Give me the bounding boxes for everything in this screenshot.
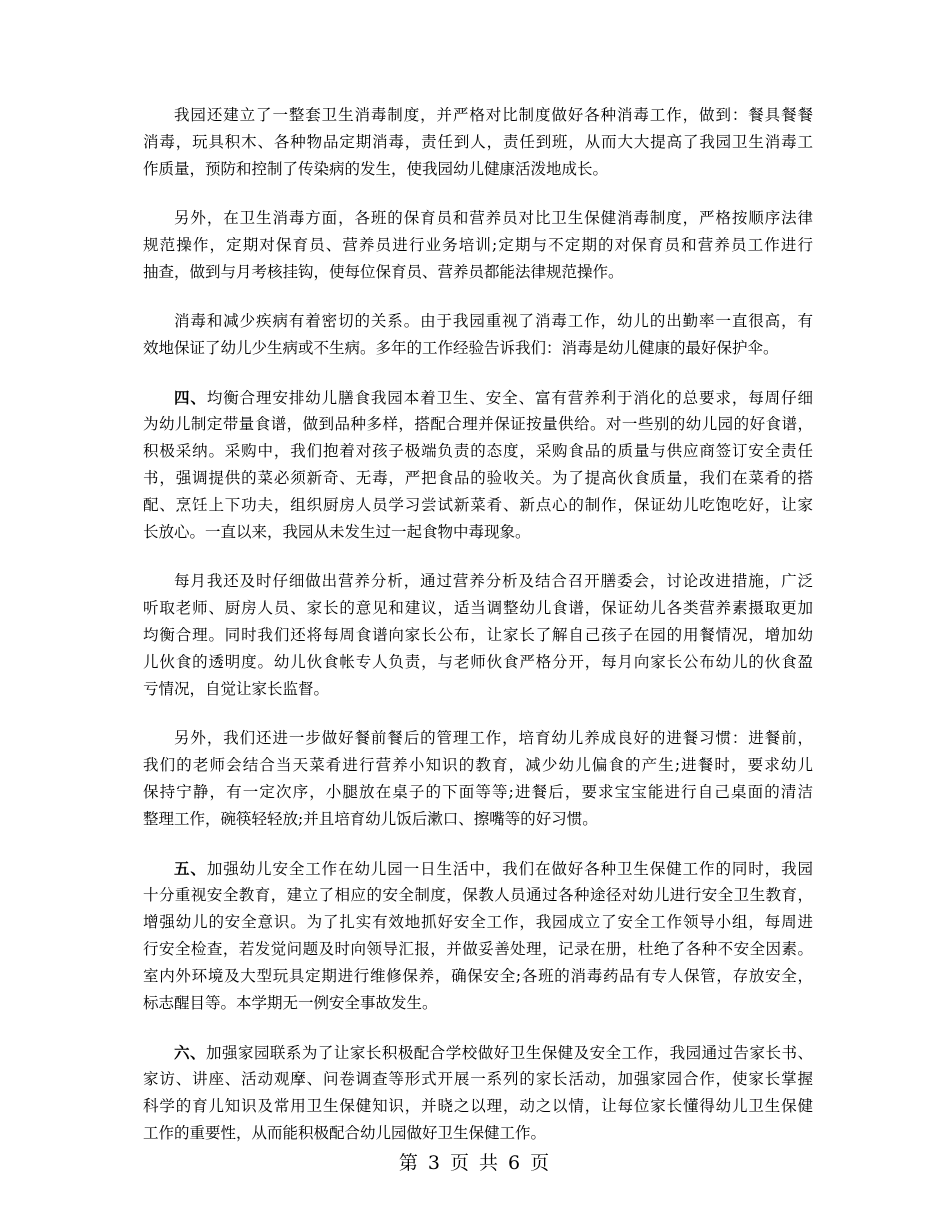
section-number: 四、 xyxy=(174,388,207,407)
text-line: 为幼儿制定带量食谱，做到品种多样，搭配合理并保证按量供给。对一些别的幼儿园的好食谱， xyxy=(143,415,813,433)
text-line: 家访、讲座、活动观摩、问卷调查等形式开展一系列的家长活动，加强家园合作，使家长掌握 xyxy=(143,1070,813,1088)
paragraph xyxy=(143,725,813,833)
text-line: 我园还建立了一整套卫生消毒制度，并严格对比制度做好各种消毒工作，做到：餐具餐餐 xyxy=(174,106,813,124)
text-line: 十分重视安全教育，建立了相应的安全制度，保教人员通过各种途径对幼儿进行安全卫生教育， xyxy=(143,886,813,904)
text-fragment: 加强家园联系为了让家长积极配合学校做好卫生保健及安全工作，我园通过告家长书、 xyxy=(205,1044,813,1062)
text-line: 抽查，做到与月考核挂钩，使每位保育员、营养员都能法律规范操作。 xyxy=(143,263,624,281)
text-line: 每月我还及时仔细做出营养分析，通过营养分析及结合召开膳委会，讨论改进措施，广泛 xyxy=(174,572,813,590)
text-line: 积极采纳。采购中，我们抱着对孩子极端负责的态度，采购食品的质量与供应商签订安全责任 xyxy=(143,442,813,460)
section-paragraph xyxy=(143,384,813,546)
text-line: 书，强调提供的菜必须新奇、无毒，严把食品的验收关。为了提高伙食质量，我们在菜肴的搭 xyxy=(143,469,813,487)
text-line: 另外，在卫生消毒方面，各班的保育员和营养员对比卫生保健消毒制度，严格按顺序法律 xyxy=(174,209,813,227)
text-line: 工作的重要性，从而能积极配合幼儿园做好卫生保健工作。 xyxy=(143,1124,547,1142)
text-line xyxy=(143,384,813,411)
text-line: 室内外环境及大型玩具定期进行维修保养，确保安全;各班的消毒药品有专人保管，存放安全， xyxy=(143,967,813,985)
section-paragraph xyxy=(143,855,813,1017)
paragraph xyxy=(143,205,813,286)
text-line: 标志醒目等。本学期无一例安全事故发生。 xyxy=(143,994,438,1012)
text-line: 增强幼儿的安全意识。为了扎实有效地抓好安全工作，我园成立了安全工作领导小组，每周进 xyxy=(143,913,813,931)
text-line: 科学的育儿知识及常用卫生保健知识，并晓之以理，动之以情，让每位家长懂得幼儿卫生保健 xyxy=(143,1097,813,1115)
text-line: 均衡合理。同时我们还将每周食谱向家长公布，让家长了解自己孩子在园的用餐情况，增加幼 xyxy=(143,626,813,644)
text-line: 儿伙食的透明度。幼儿伙食帐专人负责，与老师伙食严格分开，每月向家长公布幼儿的伙食盈 xyxy=(143,653,813,671)
text-line: 亏情况，自觉让家长监督。 xyxy=(143,680,330,698)
paragraph xyxy=(143,308,813,362)
section-number: 六、 xyxy=(174,1043,206,1062)
text-line: 消毒，玩具积木、各种物品定期消毒，责任到人，责任到班，从而大大提高了我园卫生消毒工 xyxy=(143,133,813,151)
paragraph xyxy=(143,568,813,703)
text-line: 消毒和减少疾病有着密切的关系。由于我园重视了消毒工作，幼儿的出勤率一直很高，有 xyxy=(174,312,813,330)
text-line xyxy=(143,855,813,882)
text-line: 作质量，预防和控制了传染病的发生，使我园幼儿健康活泼地成长。 xyxy=(143,160,609,178)
text-line: 保持宁静，有一定次序，小腿放在桌子的下面等等;进餐后，要求宝宝能进行自己桌面的清洁 xyxy=(143,783,813,801)
text-line: 我们的老师会结合当天菜肴进行营养小知识的教育，减少幼儿偏食的产生;进餐时，要求幼儿 xyxy=(143,756,813,774)
page-number-footer: 第 3 页 共 6 页 xyxy=(398,1152,552,1174)
text-fragment: 加强幼儿安全工作在幼儿园一日生活中，我们在做好各种卫生保健工作的同时，我园 xyxy=(206,860,813,878)
paragraph xyxy=(143,102,813,183)
text-line: 听取老师、厨房人员、家长的意见和建议，适当调整幼儿食谱，保证幼儿各类营养素摄取更加 xyxy=(143,599,813,617)
text-line: 规范操作，定期对保育员、营养员进行业务培训;定期与不定期的对保育员和营养员工作进行 xyxy=(143,236,813,254)
text-line: 长放心。一直以来，我园从未发生过一起食物中毒现象。 xyxy=(143,523,531,541)
text-line: 整理工作，碗筷轻轻放;并且培育幼儿饭后漱口、擦嘴等的好习惯。 xyxy=(143,810,598,828)
text-line: 效地保证了幼儿少生病或不生病。多年的工作经验告诉我们：消毒是幼儿健康的最好保护伞。 xyxy=(143,339,779,357)
document-body xyxy=(143,102,813,1169)
section-paragraph xyxy=(143,1039,813,1147)
section-number: 五、 xyxy=(174,859,207,878)
text-line: 另外，我们还进一步做好餐前餐后的管理工作，培育幼儿养成良好的进餐习惯：进餐前， xyxy=(174,729,813,747)
text-fragment: 均衡合理安排幼儿膳食我园本着卫生、安全、富有营养利于消化的总要求，每周仔细 xyxy=(206,389,813,407)
text-line xyxy=(143,1039,813,1066)
text-line: 配、烹饪上下功夫，组织厨房人员学习尝试新菜肴、新点心的制作，保证幼儿吃饱吃好，让家 xyxy=(143,496,813,514)
text-line: 行安全检查，若发觉问题及时向领导汇报，并做妥善处理，记录在册，杜绝了各种不安全因素。 xyxy=(143,940,813,958)
